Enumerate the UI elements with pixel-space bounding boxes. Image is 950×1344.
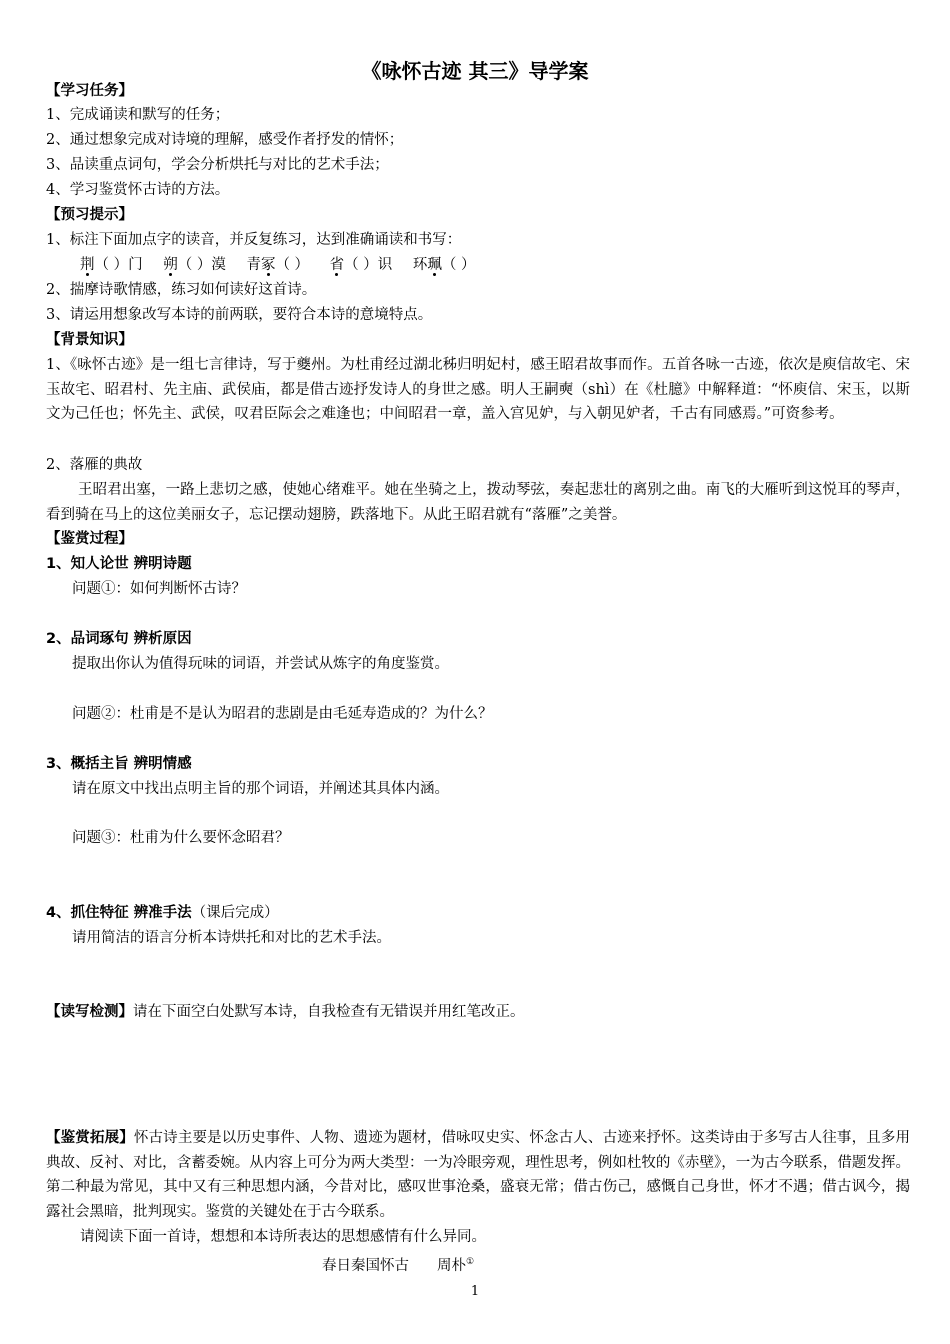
page-number: 1 <box>470 1284 480 1299</box>
background-paragraph-1: 1、《咏怀古迹》是一组七言律诗，写于夔州。为杜甫经过湖北秭归明妃村，感王昭君故事而作。五首各咏一古迹，依次是庾信故宅、宋玉故宅、昭君村、先主庙、武侯庙，都是借古迹抒发诗人的身世之感。明人王嗣奭（shì）在《杜臆》中解释道：“怀庾信、宋玉，以斯文为己任也；怀先主、武侯，叹君臣际会之难逢也；中间昭君一章，盖入宫见妒，与入朝见妒者，千古有同感焉。”可资参考。 <box>46 357 910 422</box>
background-subtitle-2: 2、落雁的典故 <box>46 457 143 473</box>
section-1-title: 1、知人论世 辨明诗题 <box>46 556 192 572</box>
preview-item-2: 2、揣摩诗歌情感，练习如何读好这首诗。 <box>46 282 317 298</box>
extension-prompt: 请阅读下面一首诗，想想和本诗所表达的思想感情有什么异同。 <box>80 1229 486 1245</box>
task-item-1: 1、完成诵读和默写的任务； <box>46 107 230 123</box>
pronunciation-words <box>80 254 910 276</box>
section-3-task: 请在原文中找出点明主旨的那个词语，并阐述其具体内涵。 <box>72 781 449 797</box>
background-paragraph-2: 王昭君出塞，一路上悲切之感，使她心绪难平。她在坐骑之上，拨动琴弦，奏起悲壮的离别之曲。南飞的大雁听到这悦耳的琴声，看到骑在马上的这位美丽女子，忘记摆动翅膀，跌落地下。从此王昭君就有“落雁”之美誉。 <box>46 482 910 523</box>
poem-author: 周朴 <box>437 1257 466 1274</box>
poem-title: 春日秦国怀古 <box>322 1257 409 1274</box>
section-3-title: 3、概括主旨 辨明情感 <box>46 756 192 772</box>
page-title: 《咏怀古迹 其三》导学案 <box>361 59 589 83</box>
word-zhong: 青冢（ ） <box>246 257 310 273</box>
appreciation-heading: 【鉴赏过程】 <box>46 531 133 547</box>
check-heading: 【读写检测】 <box>46 1004 133 1020</box>
extension-heading: 【鉴赏拓展】 <box>46 1130 134 1146</box>
word-jing: 荆（ ）门 <box>80 257 143 273</box>
tasks-heading: 【学习任务】 <box>46 83 133 99</box>
footnote-mark: ① <box>466 1257 475 1267</box>
section-4-title: 4、抓住特征 辨准手法（课后完成） <box>46 905 279 921</box>
section-4-task: 请用简洁的语言分析本诗烘托和对比的艺术手法。 <box>72 930 391 946</box>
question-1: 问题①：如何判断怀古诗？ <box>72 581 246 597</box>
section-2-task: 提取出你认为值得玩味的词语，并尝试从炼字的角度鉴赏。 <box>72 656 449 672</box>
task-item-2: 2、通过想象完成对诗境的理解，感受作者抒发的情怀； <box>46 132 404 148</box>
word-pei: 环珮（ ） <box>412 257 476 273</box>
question-2: 问题②：杜甫是不是认为昭君的悲剧是由毛延寿造成的？为什么？ <box>72 706 493 722</box>
preview-item-3: 3、请运用想象改写本诗的前两联，要符合本诗的意境特点。 <box>46 307 433 323</box>
task-item-4: 4、学习鉴赏怀古诗的方法。 <box>46 182 230 198</box>
preview-item-1: 1、标注下面加点字的读音，并反复练习，达到准确诵读和书写： <box>46 232 462 248</box>
poem-heading <box>322 1251 910 1277</box>
section-2-title: 2、品词琢句 辨析原因 <box>46 631 192 647</box>
word-xing: 省（ ）识 <box>329 257 393 273</box>
extension-text: 怀古诗主要是以历史事件、人物、遗迹为题材，借咏叹史实、怀念古人、古迹来抒怀。这类诗由于多写古人往事，且多用典故、反衬、对比，含蓄委婉。从内容上可分为两大类型：一为冷眼旁观，理性思考，例如杜牧的《赤壁》，一为古今联系，借题发挥。第二种最为常见，其中又有三种思想内涵，今昔对比，感叹世事沧桑，盛衰无常；借古伤己，感慨自己身世，怀才不遇；借古讽今，揭露社会黑暗，批判现实。鉴赏的关键处在于古今联系。 <box>46 1130 911 1220</box>
check-text: 请在下面空白处默写本诗，自我检查有无错误并用红笔改正。 <box>133 1004 525 1020</box>
preview-heading: 【预习提示】 <box>46 207 133 223</box>
check-line <box>46 1001 910 1023</box>
question-3: 问题③：杜甫为什么要怀念昭君？ <box>72 830 290 846</box>
extension-paragraph <box>46 1126 910 1224</box>
task-item-3: 3、品读重点词句，学会分析烘托与对比的艺术手法； <box>46 157 389 173</box>
word-shuo: 朔（ ）漠 <box>163 257 226 273</box>
background-heading: 【背景知识】 <box>46 332 133 348</box>
